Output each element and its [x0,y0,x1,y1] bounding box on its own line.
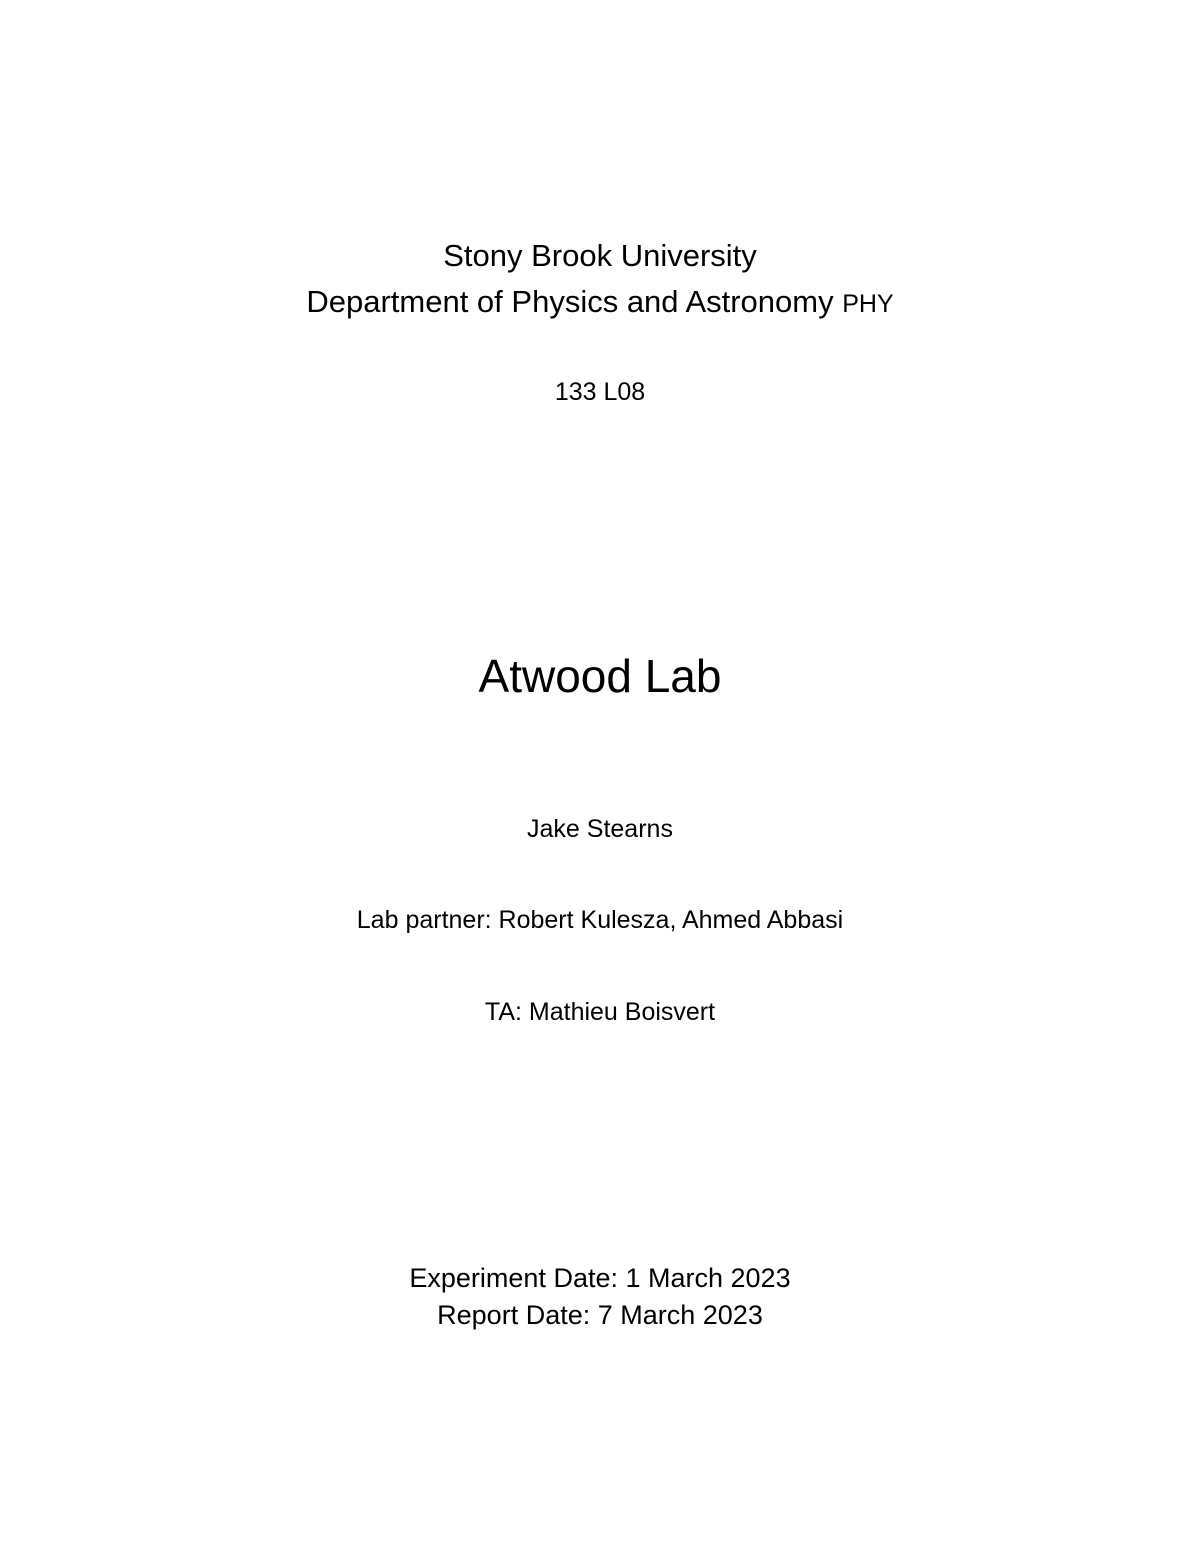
teaching-assistant: TA: Mathieu Boisvert [484,998,716,1026]
course-number: 133 L08 [554,378,646,406]
course-prefix: PHY [842,290,894,318]
report-date: Report Date: 7 March 2023 [437,1300,763,1330]
author-name: Jake Stearns [527,815,673,843]
lab-partners: Lab partner: Robert Kulesza, Ahmed Abbasi [356,906,844,934]
experiment-date: Experiment Date: 1 March 2023 [409,1263,791,1293]
university-name: Stony Brook University [443,238,757,273]
report-title: Atwood Lab [478,650,722,702]
department-line [0,286,1200,317]
department-name: Department of Physics and Astronomy [306,284,834,319]
